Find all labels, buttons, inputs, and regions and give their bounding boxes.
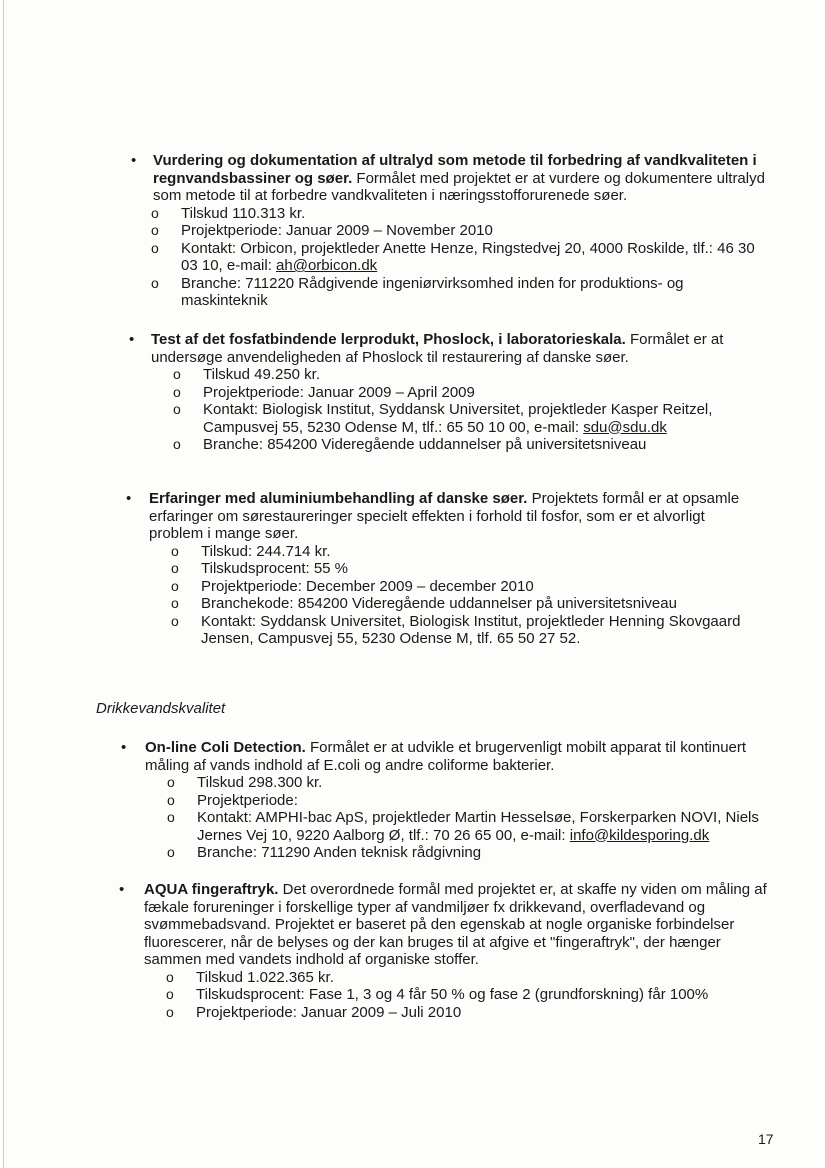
detail-item: o Tilskud 298.300 kr. (167, 774, 770, 792)
detail-item: o Projektperiode: December 2009 – december 2010 (171, 578, 761, 596)
bullet-icon: • (126, 490, 132, 507)
detail-item: o Kontakt: Syddansk Universitet, Biologisk Institut, projektleder Henning Skovgaard Jensen, Campusvej 55, 5230 Odense M, tlf. 65 50 27 52. (171, 613, 761, 648)
project-item (149, 490, 761, 648)
email-link[interactable]: info@kildesporing.dk (569, 826, 710, 844)
project-title: Test af det fosfatbindende lerprodukt, Phoslock, i laboratorieskala. (151, 331, 626, 348)
contact-text: Kontakt: AMPHI-bac ApS, projektleder Martin Hesselsøe, Forskerparken NOVI, Niels Jernes Vej 10, 9220 Aalborg Ø, tlf.: 70 26 65 00, e-mail: (197, 809, 759, 844)
detail-item: o Projektperiode: Januar 2009 – November 2010 (151, 222, 773, 240)
detail-item: o Branche: 854200 Videregående uddannelser på universitetsniveau (173, 436, 771, 454)
project-title: On-line Coli Detection. (145, 739, 306, 756)
project-details (151, 205, 773, 310)
detail-item: o Branchekode: 854200 Videregående uddannelser på universitetsniveau (171, 595, 761, 613)
detail-item: o Tilskud 1.022.365 kr. (166, 969, 776, 987)
email-link[interactable]: ah@orbicon.dk (276, 257, 378, 274)
bullet-icon: • (131, 152, 137, 169)
detail-item: o Projektperiode: Januar 2009 – Juli 2010 (166, 1004, 776, 1022)
project-item (151, 331, 771, 454)
detail-item: o Projektperiode: Januar 2009 – April 2009 (173, 384, 771, 402)
scan-edge-line (3, 0, 4, 1168)
project-title: AQUA fingeraftryk. (144, 881, 279, 898)
page-number: 17 (758, 1131, 774, 1147)
detail-item: o Projektperiode: (167, 792, 770, 810)
project-text (153, 152, 773, 205)
section-title: Drikkevandskvalitet (96, 700, 226, 717)
project-title: Vurdering og dokumentation af ultralyd som metode til forbedring af vandkvaliteten i regnvandsbassiner og søer. (153, 152, 757, 187)
project-description: Formålet er at udvikle et brugervenligt mobilt apparat til kontinuert måling af vands indhold af E.coli og andre coliforme bakterier. (145, 739, 747, 774)
detail-item (173, 401, 771, 436)
detail-item: o Tilskud: 244.714 kr. (171, 543, 761, 561)
project-description: Formålet med projektet er at vurdere og dokumentere ultralyd som metode til at forbedre vandkvaliteten i næringsstofforurenede søer. (153, 169, 765, 204)
project-text (151, 331, 771, 366)
project-item (145, 739, 770, 862)
detail-item: o Tilskudsprocent: 55 % (171, 560, 761, 578)
project-item (144, 881, 776, 1021)
contact-text: Kontakt: Biologisk Institut, Syddansk Universitet, projektleder Kasper Reitzel, Campusvej 55, 5230 Odense M, tlf.: 65 50 10 00, e-mail: (203, 401, 713, 436)
contact-text: Kontakt: Orbicon, projektleder Anette Henze, Ringstedvej 20, 4000 Roskilde, tlf.: 46 30 03 10, e-mail: (181, 239, 755, 274)
project-description: Det overordnede formål med projektet er, at skaffe ny viden om måling af fækale forureninger i forskellige typer af vandmiljøer fx drikkevand, overfladevand og svømmebadsvand. Projektet er baseret på den egenskab at nogle organiske forbindelser fluorescerer, når de belyses og der kan bruges til at afgive et "fingeraftryk", der hænger sammen med vandets indhold af organiske stoffer. (144, 881, 767, 968)
bullet-icon: • (119, 881, 125, 898)
project-title: Erfaringer med aluminiumbehandling af danske søer. (149, 490, 528, 507)
project-details (166, 969, 776, 1022)
project-description: Projektets formål er at opsamle erfaringer om sørestaureringer specielt effekten i forhold til fosfor, som er et alvorligt problem i mange søer. (149, 490, 740, 542)
project-text (145, 739, 770, 774)
bullet-icon: • (129, 331, 135, 348)
project-details (173, 366, 771, 454)
project-description: Formålet er at undersøge anvendeligheden af Phoslock til restaurering af danske søer. (151, 331, 724, 366)
detail-item: o Tilskud 110.313 kr. (151, 205, 773, 223)
detail-item (167, 809, 770, 844)
detail-item: o Tilskudsprocent: Fase 1, 3 og 4 får 50 % og fase 2 (grundforskning) får 100% (166, 986, 776, 1004)
detail-item: o Branche: 711290 Anden teknisk rådgivning (167, 844, 770, 862)
project-details (167, 774, 770, 862)
project-item (153, 152, 773, 310)
bullet-icon: • (121, 739, 127, 756)
detail-item: o Tilskud 49.250 kr. (173, 366, 771, 384)
detail-item (151, 240, 773, 275)
project-text (149, 490, 761, 543)
email-link[interactable]: sdu@sdu.dk (583, 418, 667, 436)
project-details (171, 543, 761, 648)
detail-item: o Branche: 711220 Rådgivende ingeniørvirksomhed inden for produktions- og maskinteknik (151, 275, 773, 310)
project-text (144, 881, 776, 969)
